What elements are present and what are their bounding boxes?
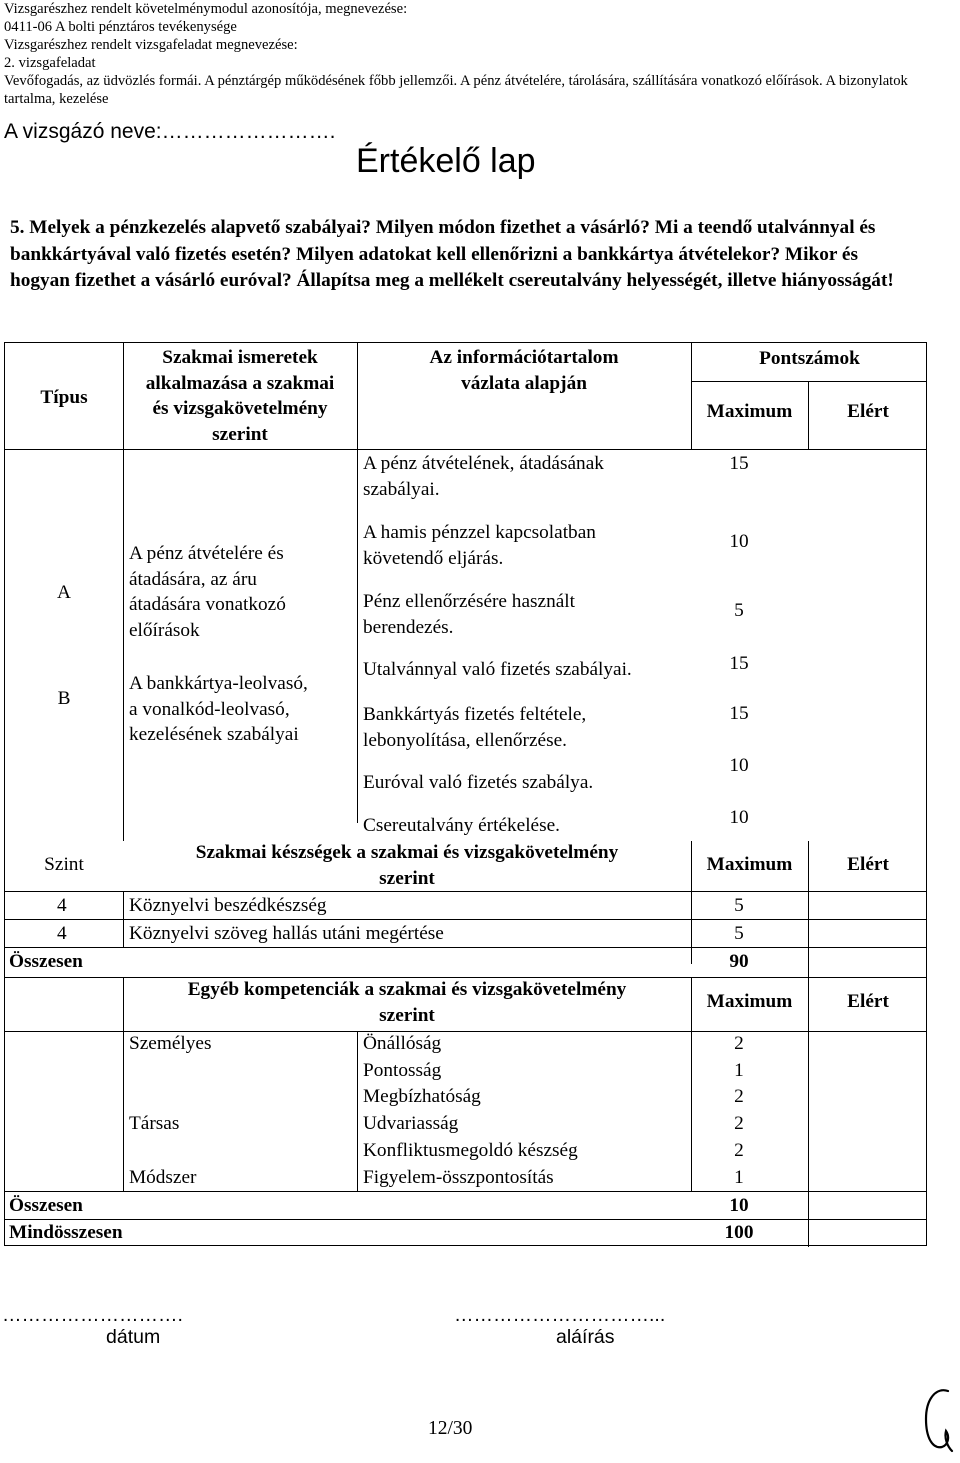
- competence-group-personal: Személyes: [129, 1033, 212, 1054]
- info-item-5: Bankkártyás fizetés feltétele, lebonyolítása, ellenőrzése.: [363, 704, 587, 751]
- document-header: [4, 0, 954, 108]
- type-a-label: A: [57, 582, 71, 603]
- competence-6-max: 1: [734, 1167, 744, 1188]
- info-item-6: Euróval való fizetés szabálya.: [363, 772, 594, 793]
- competence-3-name: Megbízhatóság: [363, 1086, 481, 1107]
- handwritten-mark-icon: [918, 1385, 956, 1455]
- competence-2-max: 1: [734, 1060, 744, 1081]
- column-achieved-header: Elért: [847, 401, 889, 422]
- date-label: dátum: [106, 1326, 161, 1348]
- competence-heading: Egyéb kompetenciák a szakmai és vizsgakövetelmény szerint: [187, 979, 627, 1026]
- competence-2-name: Pontosság: [363, 1060, 442, 1081]
- skill-2-max: 5: [734, 923, 744, 944]
- competence-1-max: 2: [734, 1033, 744, 1054]
- competence-6-name: Figyelem-összpontosítás: [363, 1167, 554, 1188]
- competence-4-name: Udvariasság: [363, 1113, 459, 1134]
- info-item-4: Utalvánnyal való fizetés szabályai.: [363, 659, 632, 680]
- column-info-header: Az információtartalom vázlata alapján: [429, 347, 619, 394]
- signature-label: aláírás: [556, 1326, 615, 1348]
- header-module-label: Vizsgarészhez rendelt követelménymodul azonosítója, megnevezése:: [4, 1, 408, 17]
- info-item-7: Csereutalvány értékelése.: [363, 815, 561, 836]
- competence-1-name: Önállóság: [363, 1033, 442, 1054]
- skills-heading: Szakmai készségek a szakmai és vizsgakövetelmény szerint: [195, 842, 619, 889]
- skill-2-level: 4: [57, 923, 67, 944]
- skills-achieved-header: Elért: [847, 854, 889, 875]
- info-item-3-max: 5: [734, 600, 744, 621]
- column-points-header: Pontszámok: [759, 348, 860, 369]
- header-module-name: 0411-06 A bolti pénztáros tevékenysége: [4, 19, 237, 35]
- column-knowledge-header: Szakmai ismeretek alkalmazása a szakmai és vizsgakövetelmény szerint: [145, 347, 335, 445]
- column-max-header: Maximum: [706, 401, 793, 422]
- knowledge-a-text: A pénz átvételére és átadására, az áru átadására vonatkozó előírások: [129, 543, 286, 641]
- info-item-3: Pénz ellenőrzésére használt berendezés.: [363, 591, 575, 638]
- skill-1-max: 5: [734, 895, 744, 916]
- column-type-header: Típus: [40, 387, 88, 408]
- divider-grand-total: [5, 1219, 926, 1220]
- competence-5-name: Konfliktusmegoldó készség: [363, 1140, 578, 1161]
- header-task-description: Vevőfogadás, az üdvözlés formái. A pénztárgép működésének főbb jellemzői. A pénz átvételére, tárolására, szállítására vonatkozó előírások. A bizonylatok tartalma, kezelése: [4, 73, 908, 107]
- type-b-label: B: [57, 688, 71, 709]
- divider-max-lower: [808, 841, 809, 1247]
- info-item-4-max: 15: [729, 653, 749, 674]
- divider-skill-2: [5, 947, 926, 948]
- subtotal1-value: 90: [729, 951, 749, 972]
- skill-1-level: 4: [57, 895, 67, 916]
- skill-2-name: Köznyelvi szöveg hallás utáni megértése: [129, 923, 444, 944]
- competence-group-method: Módszer: [129, 1167, 197, 1188]
- info-item-6-max: 10: [729, 755, 749, 776]
- subtotal1-label: Összesen: [9, 951, 83, 972]
- signature-line: …………………………...: [454, 1304, 666, 1326]
- header-task-name: 2. vizsgafeladat: [4, 55, 96, 71]
- skill-1-name: Köznyelvi beszédkészség: [129, 895, 327, 916]
- page-number: 12/30: [428, 1418, 473, 1439]
- competence-3-max: 2: [734, 1086, 744, 1107]
- info-item-5-max: 15: [729, 703, 749, 724]
- competence-achieved-header: Elért: [847, 991, 889, 1012]
- info-item-7-max: 10: [729, 807, 749, 828]
- divider-points-sub: [691, 381, 926, 382]
- competence-5-max: 2: [734, 1140, 744, 1161]
- date-line: ……………………….: [2, 1304, 183, 1326]
- header-task-label: Vizsgarészhez rendelt vizsgafeladat megnevezése:: [4, 37, 298, 53]
- divider-skills-head: [5, 891, 926, 892]
- info-item-2-max: 10: [729, 531, 749, 552]
- skills-level-header: Szint: [44, 854, 84, 875]
- competence-max-header: Maximum: [706, 991, 793, 1012]
- divider-header-bottom: [5, 449, 691, 450]
- divider-subtotal2: [5, 1191, 926, 1192]
- grand-total-value: 100: [724, 1222, 754, 1243]
- candidate-name-field: A vizsgázó neve:…………………….: [4, 120, 336, 143]
- info-item-1: A pénz átvételének, átadásának szabályai.: [363, 453, 604, 500]
- competence-group-social: Társas: [129, 1113, 180, 1134]
- skills-max-header: Maximum: [706, 854, 793, 875]
- info-item-2: A hamis pénzzel kapcsolatban követendő eljárás.: [363, 522, 596, 569]
- exam-question: 5. Melyek a pénzkezelés alapvető szabályai? Milyen módon fizethet a vásárló? Mi a teendő utalvánnyal és bankkártyával való fizetés esetén? Milyen adatokat kell ellenőrizni a bankkártya átvételekor? Mikor és hogyan fizethet a vásárló euróval? Állapítsa meg a mellékelt csereutalvány helyességét, illetve hiányosságát!: [10, 217, 894, 291]
- info-item-1-max: 15: [729, 453, 749, 474]
- grand-total-label: Mindösszesen: [9, 1222, 123, 1243]
- divider-skill-1: [5, 919, 926, 920]
- page-title: Értékelő lap: [356, 142, 536, 180]
- competence-4-max: 2: [734, 1113, 744, 1134]
- subtotal2-label: Összesen: [9, 1195, 83, 1216]
- divider-header-bottom-right: [691, 449, 926, 450]
- assessment-table: [4, 342, 927, 1246]
- divider-knowledge: [357, 343, 358, 823]
- knowledge-b-text: A bankkártya-leolvasó, a vonalkód-leolvasó, kezelésének szabályai: [129, 673, 308, 745]
- subtotal2-value: 10: [729, 1195, 749, 1216]
- divider-comp-name: [357, 1031, 358, 1191]
